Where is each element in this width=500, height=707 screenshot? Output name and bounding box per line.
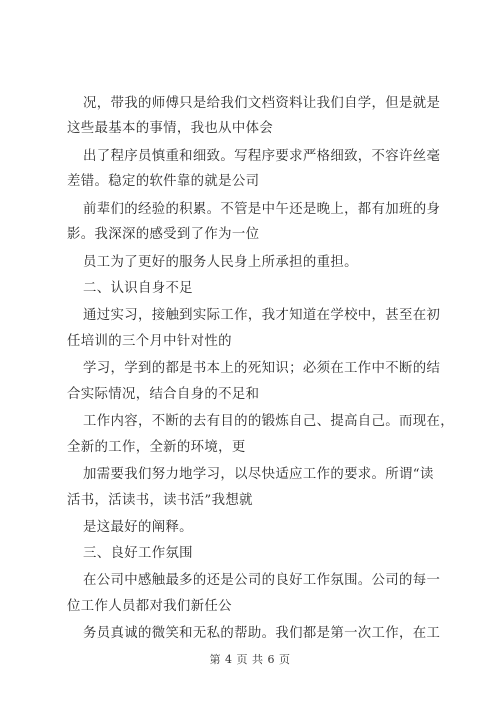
- paragraph-line: 出了程序员慎重和细致。写程序要求严格细致，不容许丝毫: [83, 149, 441, 164]
- paragraph-line: 务员真诚的微笑和无私的帮助。我们都是第一次工作，在工: [83, 626, 441, 641]
- paragraph-line: 员工为了更好的服务人民身上所承担的重担。: [83, 255, 358, 270]
- paragraph-line: 差错。稳定的软件靠的就是公司: [67, 174, 260, 189]
- paragraph-line: 这些最基本的事情，我也从中体会: [67, 121, 274, 136]
- paragraph-line: 在公司中感触最多的还是公司的良好工作氛围。公司的每一: [83, 573, 441, 588]
- paragraph-line: 全新的工作，全新的环境，更: [67, 440, 246, 455]
- paragraph-line: 前辈们的经验的积累。不管是中午还是晚上，都有加班的身: [83, 202, 441, 217]
- paragraph-line: 通过实习，接触到实际工作，我才知道在学校中，甚至在初: [83, 308, 441, 323]
- paragraph-line: 加需要我们努力地学习，以尽快适应工作的要求。所谓“读: [83, 467, 434, 482]
- paragraph-line: 影。我深深的感受到了作为一位: [67, 227, 260, 242]
- paragraph-line: 位工作人员都对我们新任公: [67, 599, 232, 614]
- paragraph-line: 学习，学到的都是书本上的死知识；必须在工作中不断的结: [83, 361, 441, 376]
- page-number-footer: 第 4 页 共 6 页: [209, 653, 291, 666]
- section-heading: 二、认识自身不足: [83, 281, 193, 296]
- paragraph-line: 是这最好的阐释。: [83, 520, 193, 535]
- paragraph-line: 合实际情况，结合自身的不足和: [67, 387, 260, 402]
- paragraph-line: 活书，活读书，读书活”我想就: [67, 493, 253, 508]
- paragraph-line: 况，带我的师傅只是给我们文档资料让我们自学，但是就是: [83, 96, 441, 111]
- paragraph-line: 任培训的三个月中针对性的: [67, 334, 232, 349]
- section-heading: 三、良好工作氛围: [83, 546, 193, 561]
- paragraph-line: 工作内容，不断的去有目的的锻炼自己、提高自己。而现在，: [83, 414, 454, 429]
